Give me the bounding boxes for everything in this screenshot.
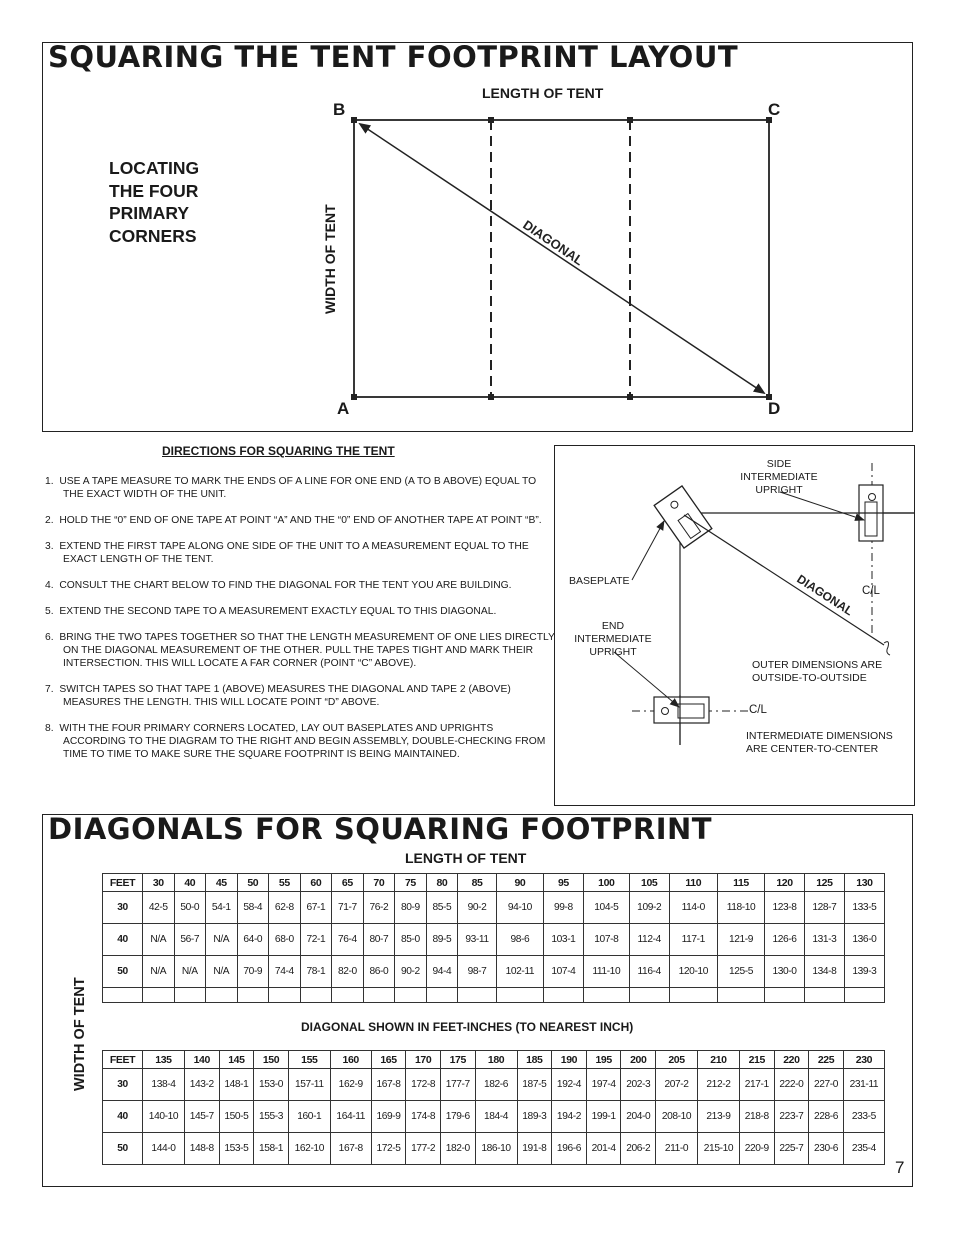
length-header: 145 [219, 1051, 254, 1069]
length-header: 115 [717, 874, 764, 892]
table-width-label: WIDTH OF TENT [72, 977, 88, 1091]
diagonal-cell: 233-5 [843, 1101, 884, 1133]
diagonal-cell: 134-8 [804, 956, 844, 988]
diagonal-cell: 76-4 [332, 924, 364, 956]
step-text: EXTEND THE FIRST TAPE ALONG ONE SIDE OF THE UNIT TO A MEASUREMENT EQUAL TO THE EXACT LENGTH OF THE TENT. [59, 541, 529, 565]
diagonal-cell: 207-2 [656, 1069, 698, 1101]
diagonal-cell: 222-0 [774, 1069, 809, 1101]
diagonal-cell: 217-1 [739, 1069, 774, 1101]
diagonal-cell: 112-4 [629, 924, 669, 956]
diagonal-cell: 42-5 [143, 892, 175, 924]
diagonal-cell: 90-2 [458, 892, 497, 924]
layout-title: SQUARING THE TENT FOOTPRINT LAYOUT [48, 40, 739, 74]
diagonal-cell: 235-4 [843, 1133, 884, 1165]
corner-cell: FEET [103, 1051, 143, 1069]
diagonal-cell: 143-2 [184, 1069, 219, 1101]
diagonal-cell: 67-1 [300, 892, 332, 924]
diagonal-cell: 196-6 [552, 1133, 587, 1165]
diagonal-cell: N/A [143, 956, 175, 988]
side-upright-line: INTERMEDIATE [740, 471, 818, 483]
diagonal-cell: 187-5 [517, 1069, 552, 1101]
diagonal-cell: 223-7 [774, 1101, 809, 1133]
end-upright-line: END [601, 620, 625, 632]
diagonal-cell: 184-4 [475, 1101, 517, 1133]
diagonal-cell: 138-4 [143, 1069, 185, 1101]
diagonal-cell: N/A [174, 956, 206, 988]
diagonal-cell: 94-10 [496, 892, 543, 924]
diagonal-cell: 150-5 [219, 1101, 254, 1133]
side-upright-line: UPRIGHT [755, 484, 803, 496]
diagonal-cell: 172-8 [406, 1069, 441, 1101]
diagonal-cell: 68-0 [269, 924, 301, 956]
diagonal-cell: 162-10 [288, 1133, 330, 1165]
length-header: 30 [143, 874, 175, 892]
diagonal-cell: 98-7 [458, 956, 497, 988]
diagonal-cell: 50-0 [174, 892, 206, 924]
point-marker [627, 394, 633, 400]
step-text: CONSULT THE CHART BELOW TO FIND THE DIAGONAL FOR THE TENT YOU ARE BUILDING. [59, 580, 512, 591]
diagonal-cell: 220-9 [739, 1133, 774, 1165]
table-row [103, 924, 885, 956]
diagonal-cell: 78-1 [300, 956, 332, 988]
diagonal-cell: 228-6 [809, 1101, 844, 1133]
diagonal-cell: 169-9 [371, 1101, 406, 1133]
direction-step [45, 631, 555, 670]
diagonal-cell: 197-4 [586, 1069, 621, 1101]
diagonal-cell: 153-0 [254, 1069, 289, 1101]
diagonal-cell: 72-1 [300, 924, 332, 956]
table-row [103, 1101, 885, 1133]
length-header: 55 [269, 874, 301, 892]
corner-label-b: B [333, 100, 346, 119]
inter-note-line: ARE CENTER-TO-CENTER [746, 743, 879, 755]
point-marker [488, 117, 494, 123]
corner-label-a: A [337, 399, 350, 418]
diagonal-table-2 [102, 1050, 885, 1165]
diagonal-cell: N/A [206, 956, 238, 988]
step-number: 5. [45, 606, 54, 617]
diagonal-cell: 167-8 [371, 1069, 406, 1101]
diagonals-title: DIAGONALS FOR SQUARING FOOTPRINT [48, 812, 713, 846]
length-header: 165 [371, 1051, 406, 1069]
diagonal-cell: 133-5 [844, 892, 884, 924]
diagonal-cell: 231-11 [843, 1069, 884, 1101]
length-header: 95 [543, 874, 583, 892]
step-text: BRING THE TWO TAPES TOGETHER SO THAT THE LENGTH MEASUREMENT OF ONE LIES DIRECTLY ON THE DIAGONAL MEASUREMENT OF THE OTHER. PULL THE TAPES TIGHT AND MARK THEIR INTERSECTION. THIS WILL LOCATE A FAR CORNER (POINT “C” ABOVE). [59, 632, 555, 669]
footprint-diagram [0, 0, 954, 440]
step-number: 8. [45, 723, 54, 734]
diagonal-cell: 215-10 [697, 1133, 739, 1165]
length-header: 210 [697, 1051, 739, 1069]
diagonal-cell: 179-6 [440, 1101, 475, 1133]
diagonal-cell: 148-8 [184, 1133, 219, 1165]
diagonal-cell: 93-11 [458, 924, 497, 956]
table-header-row [103, 874, 885, 892]
outer-dimensions-note [752, 659, 882, 685]
diagonal-cell: 114-0 [669, 892, 717, 924]
step-text: HOLD THE “0” END OF ONE TAPE AT POINT “A” AND THE “0” END OF ANOTHER TAPE AT POINT “B”. [59, 515, 542, 526]
length-header: 75 [395, 874, 427, 892]
length-header: 190 [552, 1051, 587, 1069]
diagonal-cell: 123-8 [765, 892, 805, 924]
length-header: 105 [629, 874, 669, 892]
diagonal-cell: 118-10 [717, 892, 764, 924]
length-header: 140 [184, 1051, 219, 1069]
diagonal-cell: 192-4 [552, 1069, 587, 1101]
diagonal-cell: 206-2 [621, 1133, 656, 1165]
outer-note-line: OUTSIDE-TO-OUTSIDE [752, 672, 867, 684]
diagonal-cell: 194-2 [552, 1101, 587, 1133]
length-header: 100 [583, 874, 629, 892]
diagonal-cell: 82-0 [332, 956, 364, 988]
diagonal-cell: 54-1 [206, 892, 238, 924]
diagonal-cell: 191-8 [517, 1133, 552, 1165]
diagonal-cell: 62-8 [269, 892, 301, 924]
diagonal-cell: 56-7 [174, 924, 206, 956]
diagonal-cell: 104-5 [583, 892, 629, 924]
length-header: 120 [765, 874, 805, 892]
locating-line: THE FOUR [109, 180, 199, 201]
length-header: 90 [496, 874, 543, 892]
step-number: 1. [45, 476, 54, 487]
diagonal-cell: 85-0 [395, 924, 427, 956]
diagonal-cell: 230-6 [809, 1133, 844, 1165]
length-header: 230 [843, 1051, 884, 1069]
direction-step [45, 540, 555, 566]
length-header: 85 [458, 874, 497, 892]
diagonal-cell: 80-7 [363, 924, 395, 956]
corner-cell: FEET [103, 874, 143, 892]
diagonal-cell: 90-2 [395, 956, 427, 988]
diagonal-cell: 126-6 [765, 924, 805, 956]
point-marker [627, 117, 633, 123]
length-header: 125 [804, 874, 844, 892]
diagonal-cell: 157-11 [288, 1069, 330, 1101]
table-row [103, 1133, 885, 1165]
diagonal-cell: 85-5 [426, 892, 458, 924]
diagonal-cell: 182-6 [475, 1069, 517, 1101]
step-number: 6. [45, 632, 54, 643]
end-upright-line: UPRIGHT [589, 646, 637, 658]
diagonal-cell: 158-1 [254, 1133, 289, 1165]
point-marker [488, 394, 494, 400]
width-header: 50 [103, 956, 143, 988]
diagonal-cell: 70-9 [237, 956, 269, 988]
length-header: 205 [656, 1051, 698, 1069]
table-length-label: LENGTH OF TENT [405, 850, 527, 866]
intermediate-dimensions-note [746, 730, 893, 756]
width-header: 30 [103, 892, 143, 924]
diagonal-cell: 130-0 [765, 956, 805, 988]
diagonal-cell: 164-11 [330, 1101, 371, 1133]
width-header: 40 [103, 1101, 143, 1133]
length-of-tent-label: LENGTH OF TENT [482, 85, 604, 101]
detail-diagonal-label: DIAGONAL [794, 571, 856, 619]
diagonal-cell: 131-3 [804, 924, 844, 956]
diagonal-cell: 125-5 [717, 956, 764, 988]
diagonal-cell: 107-4 [543, 956, 583, 988]
diagonal-cell: 174-8 [406, 1101, 441, 1133]
page-number: 7 [895, 1158, 905, 1177]
length-header: 160 [330, 1051, 371, 1069]
diagonal-cell: N/A [206, 924, 238, 956]
diagonal-cell: 136-0 [844, 924, 884, 956]
length-header: 200 [621, 1051, 656, 1069]
table-blank-row [103, 988, 885, 1003]
diagonal-label: DIAGONAL [520, 217, 587, 269]
locating-line: LOCATING [109, 158, 200, 178]
table-row [103, 1069, 885, 1101]
diagonal-cell: 103-1 [543, 924, 583, 956]
directions-list [45, 475, 555, 774]
diagonal-cell: 186-10 [475, 1133, 517, 1165]
diagonal-cell: 144-0 [143, 1133, 185, 1165]
length-header: 180 [475, 1051, 517, 1069]
diagonal-cell: 107-8 [583, 924, 629, 956]
diagonal-cell: 89-5 [426, 924, 458, 956]
side-upright-line: SIDE [766, 458, 792, 470]
diagonal-cell: 145-7 [184, 1101, 219, 1133]
diagonal-cell: 208-10 [656, 1101, 698, 1133]
step-text: EXTEND THE SECOND TAPE TO A MEASUREMENT EXACTLY EQUAL TO THIS DIAGONAL. [59, 606, 497, 617]
locating-line: PRIMARY [109, 203, 190, 223]
diagonal-cell: 201-4 [586, 1133, 621, 1165]
length-header: 195 [586, 1051, 621, 1069]
diagonal-cell: 139-3 [844, 956, 884, 988]
diagonal-units-note: DIAGONAL SHOWN IN FEET-INCHES (TO NEAREST INCH) [301, 1020, 634, 1034]
step-text: SWITCH TAPES SO THAT TAPE 1 (ABOVE) MEASURES THE DIAGONAL AND TAPE 2 (ABOVE) MEASURES THE LENGTH. THIS WILL LOCATE POINT “D” ABOVE. [59, 684, 511, 708]
corner-label-c: C [768, 100, 781, 119]
diagonal-cell: 189-3 [517, 1101, 552, 1133]
diagonal-cell: 202-3 [621, 1069, 656, 1101]
direction-step [45, 475, 555, 501]
diagonal-cell: 76-2 [363, 892, 395, 924]
step-number: 3. [45, 541, 54, 552]
length-header: 80 [426, 874, 458, 892]
length-header: 60 [300, 874, 332, 892]
width-header: 30 [103, 1069, 143, 1101]
diagonal-cell: 121-9 [717, 924, 764, 956]
length-header: 220 [774, 1051, 809, 1069]
step-text: USE A TAPE MEASURE TO MARK THE ENDS OF A LINE FOR ONE END (A TO B ABOVE) EQUAL TO THE EXACT WIDTH OF THE UNIT. [59, 476, 537, 500]
direction-step [45, 579, 555, 592]
length-header: 70 [363, 874, 395, 892]
side-upright-label [734, 458, 824, 497]
diagonal-cell: 80-9 [395, 892, 427, 924]
diagonal-cell: 225-7 [774, 1133, 809, 1165]
locating-line: CORNERS [109, 225, 197, 246]
diagonal-cell: 182-0 [440, 1133, 475, 1165]
diagonal-table-1 [102, 873, 885, 1003]
diagonal-cell: 148-1 [219, 1069, 254, 1101]
step-number: 2. [45, 515, 54, 526]
diagonal-cell: 94-4 [426, 956, 458, 988]
diagonal-cell: 140-10 [143, 1101, 185, 1133]
diagonal-cell: 86-0 [363, 956, 395, 988]
diagonal-cell: N/A [143, 924, 175, 956]
diagonal-cell: 204-0 [621, 1101, 656, 1133]
length-header: 215 [739, 1051, 774, 1069]
corner-marker [351, 117, 357, 123]
width-header: 40 [103, 924, 143, 956]
width-of-tent-label: WIDTH OF TENT [322, 204, 338, 314]
end-upright-label [568, 620, 658, 659]
direction-step [45, 683, 555, 709]
diagonal-cell: 213-9 [697, 1101, 739, 1133]
length-header: 110 [669, 874, 717, 892]
table-header-row [103, 1051, 885, 1069]
diagonal-cell: 160-1 [288, 1101, 330, 1133]
inter-note-line: INTERMEDIATE DIMENSIONS [746, 730, 893, 742]
diagonal-cell: 98-6 [496, 924, 543, 956]
length-header: 225 [809, 1051, 844, 1069]
outer-note-line: OUTER DIMENSIONS ARE [752, 659, 883, 671]
diagonal-cell: 74-4 [269, 956, 301, 988]
direction-step [45, 722, 555, 761]
diagonal-line [360, 124, 764, 393]
step-text: WITH THE FOUR PRIMARY CORNERS LOCATED, LAY OUT BASEPLATES AND UPRIGHTS ACCORDING TO THE DIAGRAM TO THE RIGHT AND BEGIN ASSEMBLY, DOUBLE-CHECKING FROM TIME TO TIME TO MAKE SURE THE SQUARE FOOTPRINT IS BEING MAINTAINED. [59, 723, 546, 760]
diagonal-cell: 99-8 [543, 892, 583, 924]
corner-marker [351, 394, 357, 400]
diagonal-cell: 153-5 [219, 1133, 254, 1165]
diagonal-cell: 64-0 [237, 924, 269, 956]
length-header: 150 [254, 1051, 289, 1069]
directions-title: DIRECTIONS FOR SQUARING THE TENT [162, 444, 395, 458]
diagonal-cell: 167-8 [330, 1133, 371, 1165]
diagonal-cell: 172-5 [371, 1133, 406, 1165]
direction-step [45, 514, 555, 527]
diagonal-cell: 116-4 [629, 956, 669, 988]
diagonal-cell: 58-4 [237, 892, 269, 924]
diagonal-cell: 128-7 [804, 892, 844, 924]
diagonal-cell: 117-1 [669, 924, 717, 956]
diagonal-cell: 218-8 [739, 1101, 774, 1133]
diagonal-cell: 177-2 [406, 1133, 441, 1165]
length-header: 175 [440, 1051, 475, 1069]
diagonal-cell: 111-10 [583, 956, 629, 988]
diagonal-cell: 227-0 [809, 1069, 844, 1101]
step-number: 7. [45, 684, 54, 695]
diagonal-cell: 155-3 [254, 1101, 289, 1133]
step-number: 4. [45, 580, 54, 591]
baseplate-label: BASEPLATE [569, 575, 630, 587]
end-upright-line: INTERMEDIATE [574, 633, 652, 645]
diagonal-cell: 109-2 [629, 892, 669, 924]
diagonal-cell: 71-7 [332, 892, 364, 924]
cl-side-label: C/L [862, 585, 880, 597]
length-header: 170 [406, 1051, 441, 1069]
table-row [103, 892, 885, 924]
length-header: 50 [237, 874, 269, 892]
length-header: 130 [844, 874, 884, 892]
width-header: 50 [103, 1133, 143, 1165]
length-header: 185 [517, 1051, 552, 1069]
diagonal-cell: 177-7 [440, 1069, 475, 1101]
diagonal-cell: 102-11 [496, 956, 543, 988]
length-header: 40 [174, 874, 206, 892]
table-row [103, 956, 885, 988]
diagonal-cell: 212-2 [697, 1069, 739, 1101]
length-header: 45 [206, 874, 238, 892]
diagonal-cell: 211-0 [656, 1133, 698, 1165]
direction-step [45, 605, 555, 618]
length-header: 155 [288, 1051, 330, 1069]
cl-end-label: C/L [749, 704, 767, 716]
corner-label-d: D [768, 399, 781, 418]
diagonal-cell: 120-10 [669, 956, 717, 988]
length-header: 65 [332, 874, 364, 892]
diagonal-cell: 162-9 [330, 1069, 371, 1101]
length-header: 135 [143, 1051, 185, 1069]
diagonal-cell: 199-1 [586, 1101, 621, 1133]
